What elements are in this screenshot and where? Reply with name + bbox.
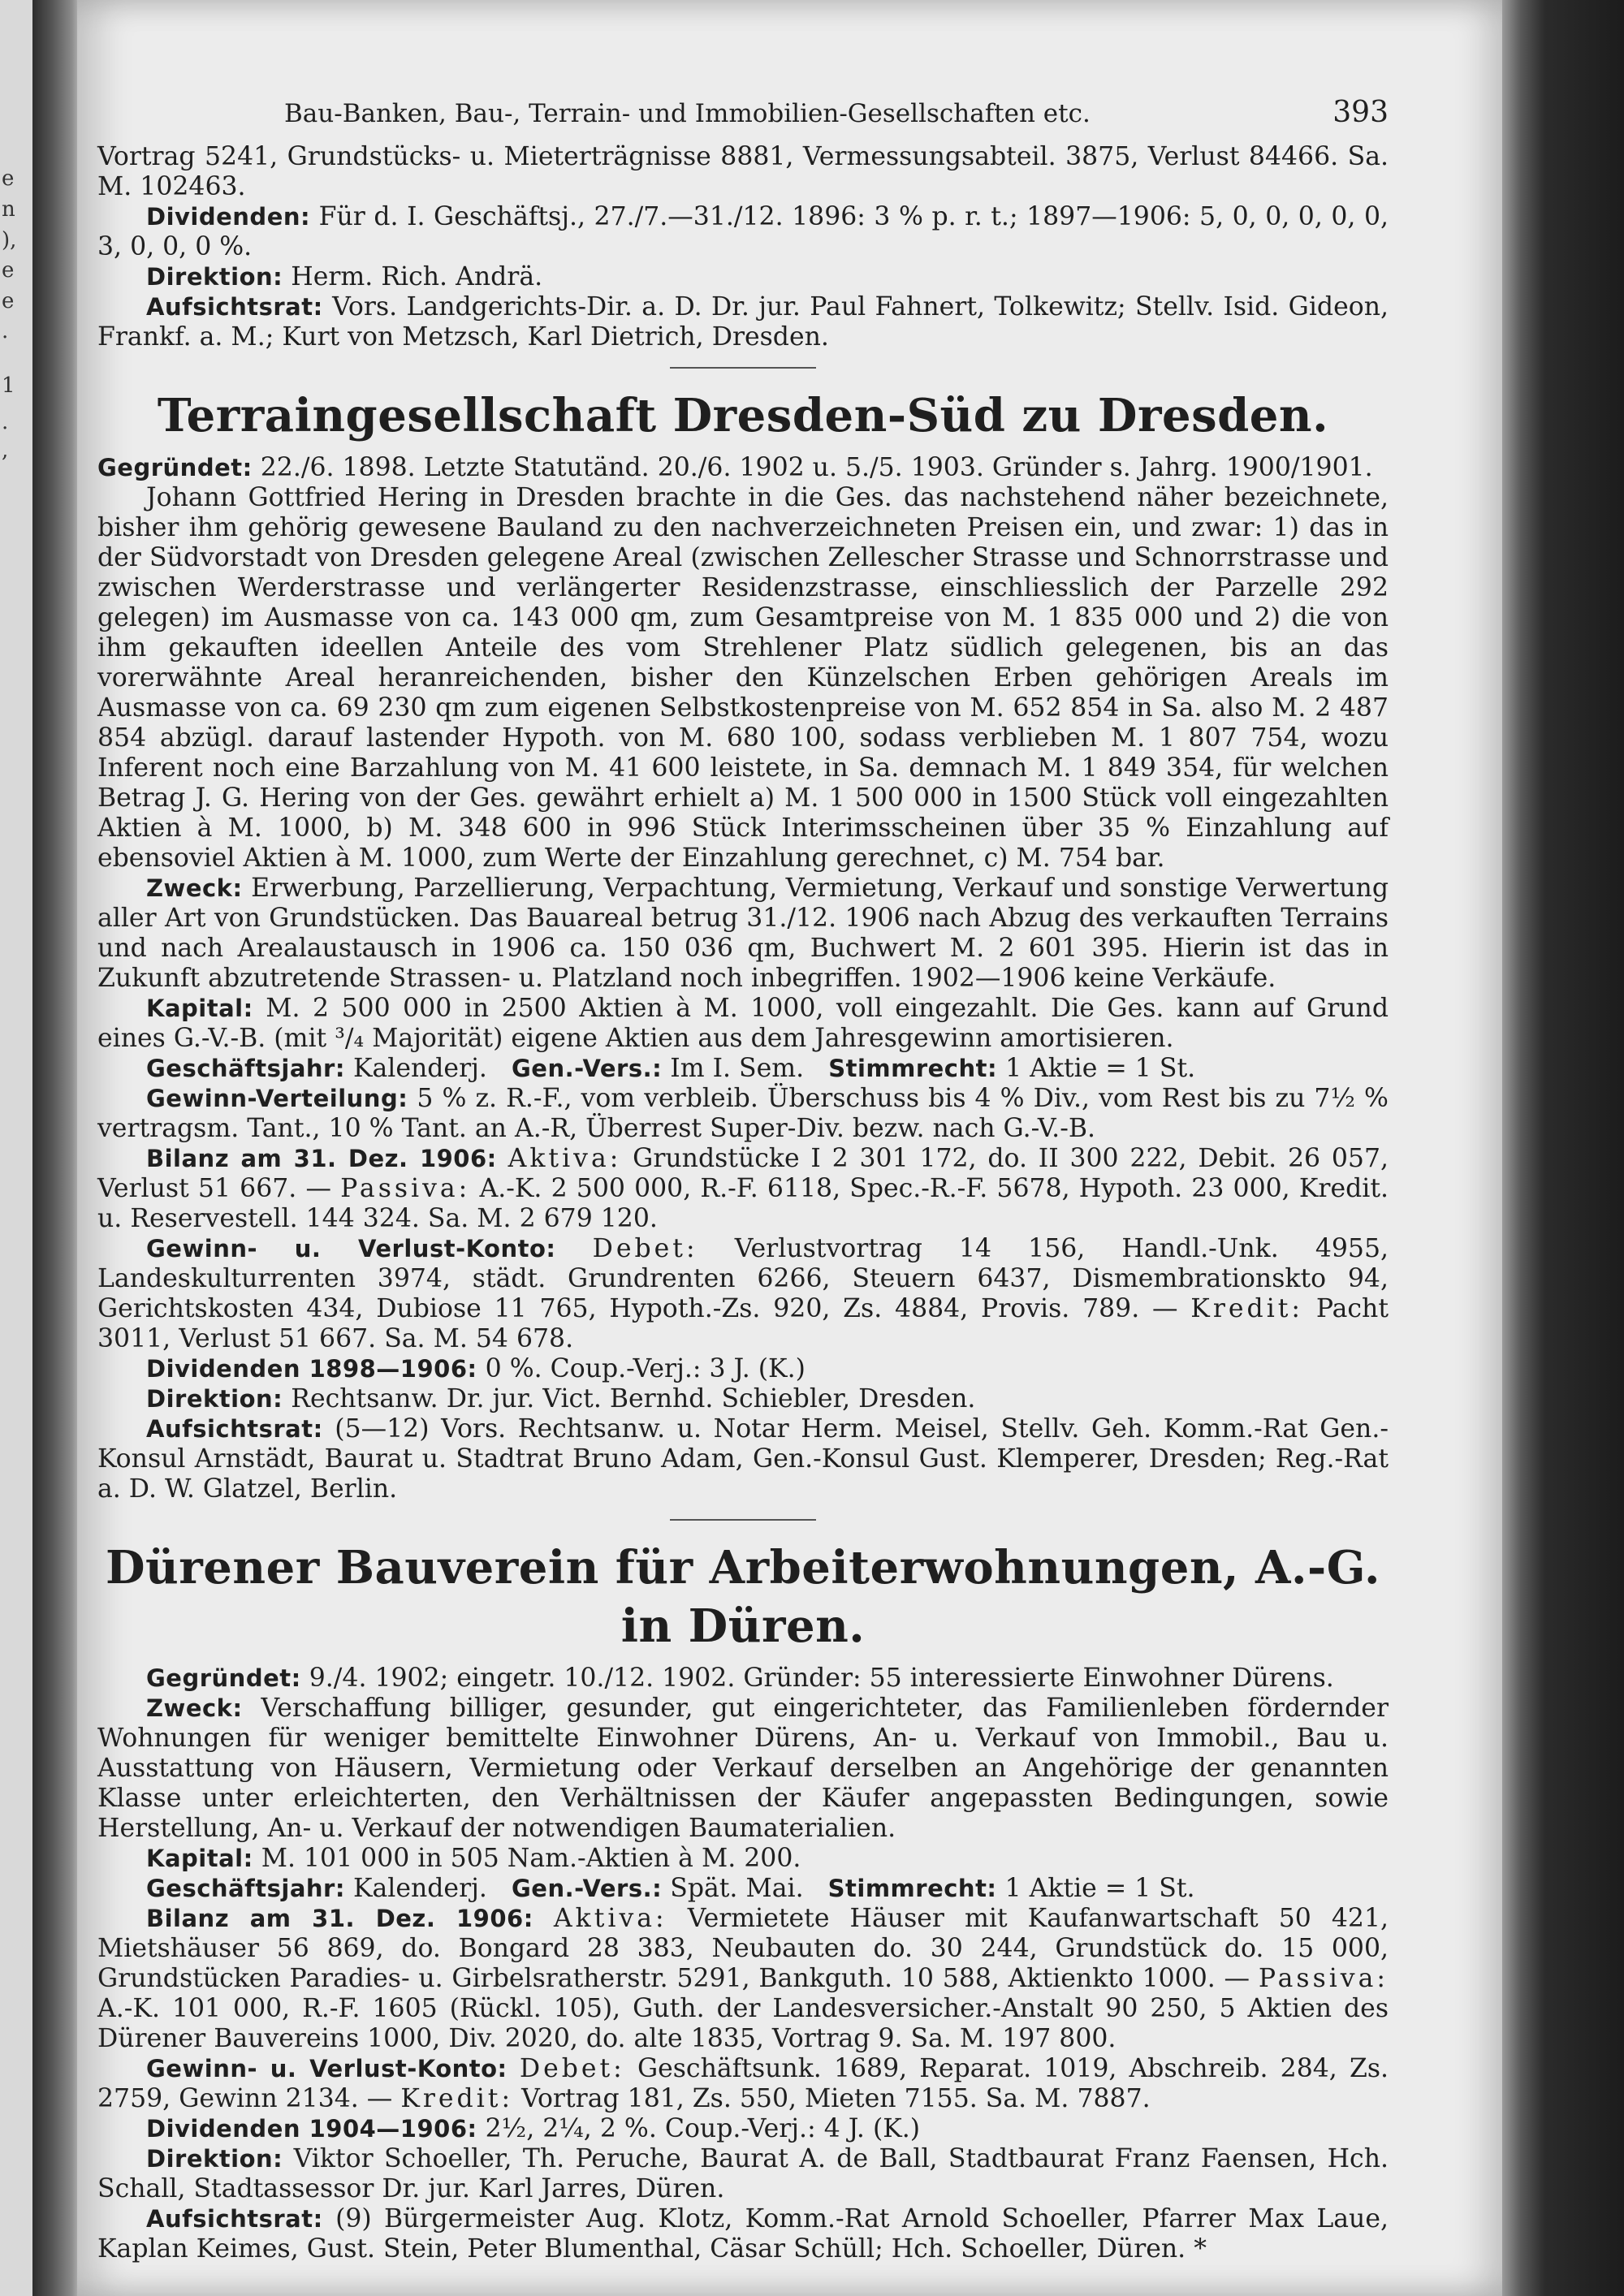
field-value: Vors. Landgerichts-Dir. a. D. Dr. jur. Paul Fahnert, Tolkewitz; Stellv. Isid. Gideon, Frankf. a. M.; Kurt von Metzsch, Karl Dietrich, Dresden. (97, 292, 1389, 352)
section-divider (670, 1519, 816, 1521)
field-label: Gewinn-Verteilung: (146, 1085, 408, 1112)
bilanz-paragraph (97, 1904, 1389, 2054)
field-value: A.-K. 101 000, R.-F. 1605 (Rückl. 105), Guth. der Landesversicher.-Anstalt 90 250, 5 Aktien des Dürener Bauvereins 1000, Div. 2020, do. alte 1835, Vortrag 9. Sa. M. 197 800. (97, 1994, 1389, 2053)
field-value: M. 2 500 000 in 2500 Aktien à M. 1000, voll eingezahlt. Die Ges. kann auf Grund eines G.-V.-B. (mit ³/₄ Majorität) eigene Aktien aus dem Jahresgewinn amortisieren. (97, 994, 1389, 1053)
page-content (97, 97, 1389, 2264)
field-value: Grundstücke I 2 301 172, do. II 300 222, Debit. 26 057, Verlust 51 667. — (97, 1144, 1389, 1203)
field-value: Vermietete Häuser mit Kaufanwartschaft 50 421, Mietshäuser 56 869, do. Bongard 28 383, Neubauten do. 30 244, Grundstück do. 15 000, Grundstücken Paradies- u. Girbelsratherstr. 5291, Bankguth. 10 588, Aktienkto 1000. — (97, 1904, 1389, 1993)
dividenden-paragraph (97, 202, 1389, 262)
company-entry (97, 386, 1389, 1504)
field-value: Verschaffung billiger, gesunder, gut eingerichteter, das Familienleben fördernder Wohnungen für weniger bemittelte Einwohner Dürens, An- u. Verkauf von Immobil., Bau u. Ausstattung von Häusern, Vermietung oder Verkauf derselben an Angehörige der genannten Klasse unter erleichterten, den Verhältnissen der Käufer angepassten Bedingungen, sowie Herstellung, An- u. Verkauf der notwendigen Baumaterialien. (97, 1694, 1389, 1843)
field-label: Kapital: (146, 995, 253, 1022)
field-sublabel: Passiva: (1258, 1964, 1389, 1993)
field-value: Verlustvortrag 14 156, Handl.-Unk. 4955, Landeskulturrenten 3974, städt. Grundrenten 6266, Steuern 6437, Dismembrationskto 94, Gerichtskosten 434, Dubiose 11 765, Hypoth.-Zs. 920, Zs. 4884, Provis. 789. — (97, 1234, 1389, 1323)
field-label: Gewinn- u. Verlust-Konto: (146, 2055, 508, 2082)
gegruendet-paragraph (97, 453, 1389, 483)
field-sublabel: Aktiva: (508, 1144, 622, 1173)
field-value: Pacht 3011, Verlust 51 667. Sa. M. 54 678. (97, 1294, 1389, 1353)
dividenden-paragraph (97, 2114, 1389, 2144)
margin-fragment: e (2, 258, 15, 283)
field-label: Aufsichtsrat: (146, 293, 323, 321)
gewinnverteilung-paragraph (97, 1084, 1389, 1144)
company-title: Dürener Bauverein für Arbeiterwohnungen, A.-G. in Düren. (105, 1541, 1381, 1653)
field-label: Dividenden 1898—1906: (146, 1355, 477, 1383)
field-value: Kalenderj. (352, 1874, 487, 1903)
aufsichtsrat-paragraph (97, 1414, 1389, 1504)
field-label: Gegründet: (146, 1664, 301, 1692)
geschaeftsjahr-paragraph (97, 1874, 1389, 1904)
field-sublabel: Kredit: (1190, 1294, 1304, 1323)
previous-entry-continuation (97, 142, 1389, 352)
margin-fragment: . (2, 410, 9, 434)
field-value: Vortrag 181, Zs. 550, Mieten 7155. Sa. M. 7887. (521, 2084, 1151, 2113)
field-value: Herm. Rich. Andrä. (291, 262, 543, 291)
field-label: Gegründet: (97, 454, 253, 481)
field-value: 1 Aktie = 1 St. (1005, 1054, 1196, 1083)
field-value: M. 101 000 in 505 Nam.-Aktien à M. 200. (261, 1844, 801, 1873)
margin-fragment: e (2, 166, 15, 191)
field-label: Gewinn- u. Verlust-Konto: (146, 1235, 556, 1262)
field-label: Kapital: (146, 1845, 253, 1872)
field-value: (5—12) Vors. Rechtsanw. u. Notar Herm. Meisel, Stellv. Geh. Komm.-Rat Gen.-Konsul Arnstädt, Baurat u. Stadtrat Bruno Adam, Gen.-Konsul Gust. Klemperer, Dresden; Reg.-Rat a. D. W. Glatzel, Berlin. (97, 1414, 1389, 1504)
field-sublabel: Aktiva: (553, 1904, 667, 1933)
field-label: Bilanz am 31. Dez. 1906: (146, 1905, 533, 1932)
zweck-paragraph (97, 1694, 1389, 1844)
field-label: Aufsichtsrat: (146, 1415, 323, 1443)
field-value: Geschäftsunk. 1689, Reparat. 1019, Abschreib. 284, Zs. 2759, Gewinn 2134. — (97, 2054, 1389, 2113)
margin-fragment: ), (2, 228, 17, 252)
field-sublabel: Debet: (592, 1234, 698, 1263)
field-value: 2½, 2¼, 2 %. Coup.-Verj.: 4 J. (K.) (485, 2114, 921, 2143)
field-value: Erwerbung, Parzellierung, Verpachtung, Vermietung, Verkauf und sonstige Verwertung aller Art von Grundstücken. Das Bauareal betrug 31./12. 1906 nach Abzug des verkauften Terrains und nach Arealaustausch in 1906 ca. 150 036 qm, Buchwert M. 2 601 395. Hierin ist das in Zukunft abzutretende Strassen- u. Platzland noch inbegriffen. 1902—1906 keine Verkäufe. (97, 874, 1389, 993)
field-label: Dividenden: (146, 203, 311, 231)
field-label: Geschäftsjahr: (146, 1875, 345, 1902)
field-sublabel: Kredit: (400, 2084, 514, 2113)
guv-paragraph (97, 1234, 1389, 1354)
field-label: Gen.-Vers.: (511, 1055, 663, 1082)
field-value: Rechtsanw. Dr. jur. Vict. Bernhd. Schiebler, Dresden. (291, 1384, 976, 1413)
direktion-paragraph (97, 262, 1389, 292)
field-label: Gen.-Vers.: (511, 1875, 663, 1902)
field-label: Zweck: (146, 1694, 243, 1722)
field-label: Direktion: (146, 2145, 283, 2173)
bilanz-paragraph (97, 1144, 1389, 1234)
field-value: 0 %. Coup.-Verj.: 3 J. (K.) (485, 1354, 806, 1383)
margin-fragment: . (2, 319, 9, 343)
text-line: Vortrag 5241, Grundstücks- u. Mieterträgnisse 8881, Vermessungsabteil. 3875, Verlust 84466. Sa. M. 102463. (97, 142, 1389, 201)
field-sublabel: Passiva: (340, 1174, 471, 1203)
page-edge-shadow (1502, 0, 1624, 2296)
field-label: Dividenden 1904—1906: (146, 2115, 477, 2143)
running-title: Bau-Banken, Bau-, Terrain- und Immobilien-Gesellschaften etc. (284, 99, 1091, 128)
field-value: Viktor Schoeller, Th. Peruche, Baurat A. de Ball, Stadtbaurat Franz Faensen, Hch. Schall, Stadtassessor Dr. jur. Karl Jarres, Düren. (97, 2144, 1389, 2203)
aufsichtsrat-paragraph (97, 292, 1389, 352)
guv-paragraph (97, 2054, 1389, 2114)
company-title: Terraingesellschaft Dresden-Süd zu Dresden. (157, 389, 1329, 442)
company-entry (97, 1539, 1389, 2264)
field-value: 5 % z. R.-F., vom verbleib. Überschuss bis 4 % Div., vom Rest bis zu 7½ % vertragsm. Tant., 10 % Tant. an A.-R, Überrest Super-Div. bezw. nach G.-V.-B. (97, 1084, 1389, 1143)
field-sublabel: Debet: (519, 2054, 625, 2083)
field-label: Stimmrecht: (827, 1875, 997, 1902)
field-value: 22./6. 1898. Letzte Statutänd. 20./6. 1902 u. 5./5. 1903. Gründer s. Jahrg. 1900/1901. (260, 453, 1373, 482)
field-label: Aufsichtsrat: (146, 2205, 323, 2233)
aufsichtsrat-paragraph (97, 2204, 1389, 2264)
kapital-paragraph (97, 994, 1389, 1054)
kapital-paragraph (97, 1844, 1389, 1874)
field-value: 9./4. 1902; eingetr. 10./12. 1902. Gründer: 55 interessierte Einwohner Dürens. (309, 1664, 1334, 1693)
field-value: Kalenderj. (352, 1054, 487, 1083)
field-value: (9) Bürgermeister Aug. Klotz, Komm.-Rat Arnold Schoeller, Pfarrer Max Laue, Kaplan Keimes, Gust. Stein, Peter Blumenthal, Cäsar Schüll; Hch. Schoeller, Düren. * (97, 2204, 1389, 2264)
field-value: Für d. I. Geschäftsj., 27./7.—31./12. 1896: 3 % p. r. t.; 1897—1906: 5, 0, 0, 0, 0, 0, 3, 0, 0, 0 %. (97, 202, 1389, 261)
direktion-paragraph (97, 1384, 1389, 1414)
dividenden-paragraph (97, 1354, 1389, 1384)
page-number: 393 (1332, 96, 1389, 129)
field-value: Spät. Mai. (670, 1874, 804, 1903)
margin-fragment: e (2, 289, 15, 313)
section-divider (670, 367, 816, 369)
margin-fragment: , (2, 438, 9, 463)
field-value: A.-K. 2 500 000, R.-F. 6118, Spec.-R.-F. 5678, Hypoth. 23 000, Kredit. u. Reservestell. 144 324. Sa. M. 2 679 120. (97, 1174, 1389, 1233)
gegruendet-paragraph (97, 1664, 1389, 1694)
margin-fragment: n (2, 197, 15, 222)
field-value: 1 Aktie = 1 St. (1004, 1874, 1195, 1903)
field-label: Zweck: (146, 874, 243, 902)
field-label: Geschäftsjahr: (146, 1055, 345, 1082)
zweck-paragraph (97, 874, 1389, 994)
gruendung-paragraph: Johann Gottfried Hering in Dresden brachte in die Ges. das nachstehend näher bezeichnete, bisher ihm gehörig gewesene Bauland zu den nachverzeichneten Preisen ein, und zwar: 1) das in der Südvorstadt von Dresden gelegene Areal (zwischen Zellescher Strasse und Schnorrstrasse und zwischen Werderstrasse und verlängerter Residenzstrasse, einschliesslich der Parzelle 292 gelegen) im Ausmasse von ca. 143 000 qm, zum Gesamtpreise von M. 1 835 000 und 2) die von ihm gekauften ideellen Anteile des vom Strehlener Platz südlich gelegenen, bis an das vorerwähnte Areal heranreichenden, bisher den Künzelschen Erben gehörigen Areals im Ausmasse von ca. 69 230 qm zum eigenen Selbstkostenpreise von M. 652 854 in Sa. also M. 2 487 854 abzügl. darauf lastender Hypoth. von M. 680 100, sodass verblieben M. 1 807 754, wozu Inferent noch eine Barzahlung von M. 41 600 leistete, in Sa. demnach M. 1 849 354, für welchen Betrag J. G. Hering von der Ges. gewährt erhielt a) M. 1 500 000 in 1500 Stück voll eingezahlten Aktien à M. 1000, b) M. 348 600 in 996 Stück Interimsscheinen über 35 % Einzahlung auf ebensoviel Aktien à M. 1000, zum Werte der Einzahlung gerechnet, c) M. 754 bar. (97, 483, 1389, 873)
margin-fragment: 1 (2, 373, 15, 398)
book-gutter (32, 0, 81, 2296)
running-header (97, 97, 1389, 129)
field-label: Direktion: (146, 1385, 283, 1413)
field-label: Stimmrecht: (828, 1055, 998, 1082)
field-label: Direktion: (146, 263, 283, 291)
field-value: Im I. Sem. (670, 1054, 805, 1083)
field-label: Bilanz am 31. Dez. 1906: (146, 1145, 497, 1172)
direktion-paragraph (97, 2144, 1389, 2204)
geschaeftsjahr-paragraph (97, 1054, 1389, 1084)
